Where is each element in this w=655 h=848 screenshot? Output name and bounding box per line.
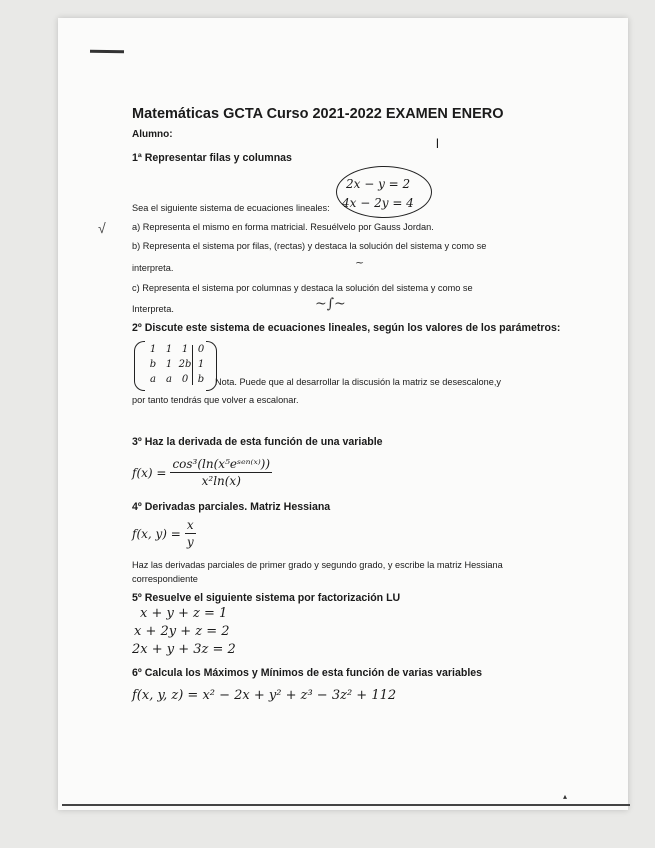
margin-mark: l [436,136,439,151]
matrix-cell: 1 [181,344,189,355]
q1-item-b-line1: b) Representa el sistema por filas, (rectas) y destaca la solución del sistema y como se [132,241,487,251]
q4-text-line2: correspondiente [132,574,198,584]
matrix-left-paren [134,341,145,391]
augmented-bar [192,345,193,385]
q4-denominator: y [186,535,194,549]
check-mark-icon: √ [98,220,106,236]
matrix-cell: 2b [178,359,192,370]
matrix-cell: 1 [165,344,173,355]
q2-note-line1: Nota. Puede que al desarrollar la discusión la matriz se desescalone,y [215,377,501,387]
q1-intro: Sea el siguiente sistema de ecuaciones lineales: [132,203,330,213]
q1-equation-1: 2x − y = 2 [346,177,411,191]
q4-fraction [185,518,196,549]
matrix-cell: a [166,374,172,385]
matrix-cell: b [197,374,205,385]
matrix-cell: 1 [149,344,157,355]
matrix-cell: a [150,374,156,385]
q2-heading: 2º Discute este sistema de ecuaciones lineales, según los valores de los parámetros: [132,322,561,334]
alumno-label: Alumno: [132,129,173,140]
q1-item-c-line2: Interpreta. [132,304,174,314]
q4-formula [132,518,196,549]
matrix-cell: 1 [165,359,173,370]
scan-mark [90,50,124,54]
q3-numerator: cos³(ln(x⁵eˢᵉⁿ⁽ˣ⁾)) [172,457,271,471]
matrix-cell: b [149,359,157,370]
q6-heading: 6º Calcula los Máximos y Mínimos de esta función de varias variables [132,667,483,679]
q3-fraction [170,457,272,488]
q3-denominator: x²ln(x) [201,474,241,488]
q1-item-c-line1: c) Representa el sistema por columnas y destaca la solución del sistema y como se [132,283,473,293]
q5-heading: 5º Resuelve el siguiente sistema por factorización LU [132,592,401,604]
q1-equation-2: 4x − 2y = 4 [342,196,414,210]
q1-heading: 1ª Representar filas y columnas [132,152,292,164]
q5-equation-2: x + 2y + z = 2 [134,624,230,639]
q4-heading: 4º Derivadas parciales. Matriz Hessiana [132,501,331,513]
q3-heading: 3º Haz la derivada de esta función de una variable [132,436,383,448]
matrix-cell: 1 [197,359,205,370]
matrix-cell: 0 [197,344,205,355]
q4-numerator: x [186,518,194,532]
handdrawn-ellipse [336,166,432,218]
q5-equation-1: x + y + z = 1 [140,606,228,621]
matrix-cell: 0 [181,374,189,385]
q2-note-line2: por tanto tendrás que volver a escalonar. [132,395,299,405]
exam-title: Matemáticas GCTA Curso 2021-2022 EXAMEN ENERO [132,106,504,122]
q4-text-line1: Haz las derivadas parciales de primer grado y segundo grado, y escribe la matriz Hessiana [132,560,503,570]
q3-formula [132,457,272,488]
scan-bottom-edge [62,804,630,806]
corner-mark-icon: ▴ [563,792,568,801]
q1-item-b-line2: interpreta. [132,263,174,273]
q3-formula-lhs: f(x) = [132,465,167,480]
q6-formula: f(x, y, z) = x² − 2x + y² + z³ − 3z² + 112 [132,688,397,703]
q5-equation-3: 2x + y + 3z = 2 [132,642,236,657]
q1-item-a: a) Representa el mismo en forma matricial. Resuélvelo por Gauss Jordan. [132,222,434,232]
handwritten-scribble-icon: ~ [355,256,365,269]
handwritten-signature-icon: ~∫~ [315,296,346,312]
q4-formula-lhs: f(x, y) = [132,526,181,541]
